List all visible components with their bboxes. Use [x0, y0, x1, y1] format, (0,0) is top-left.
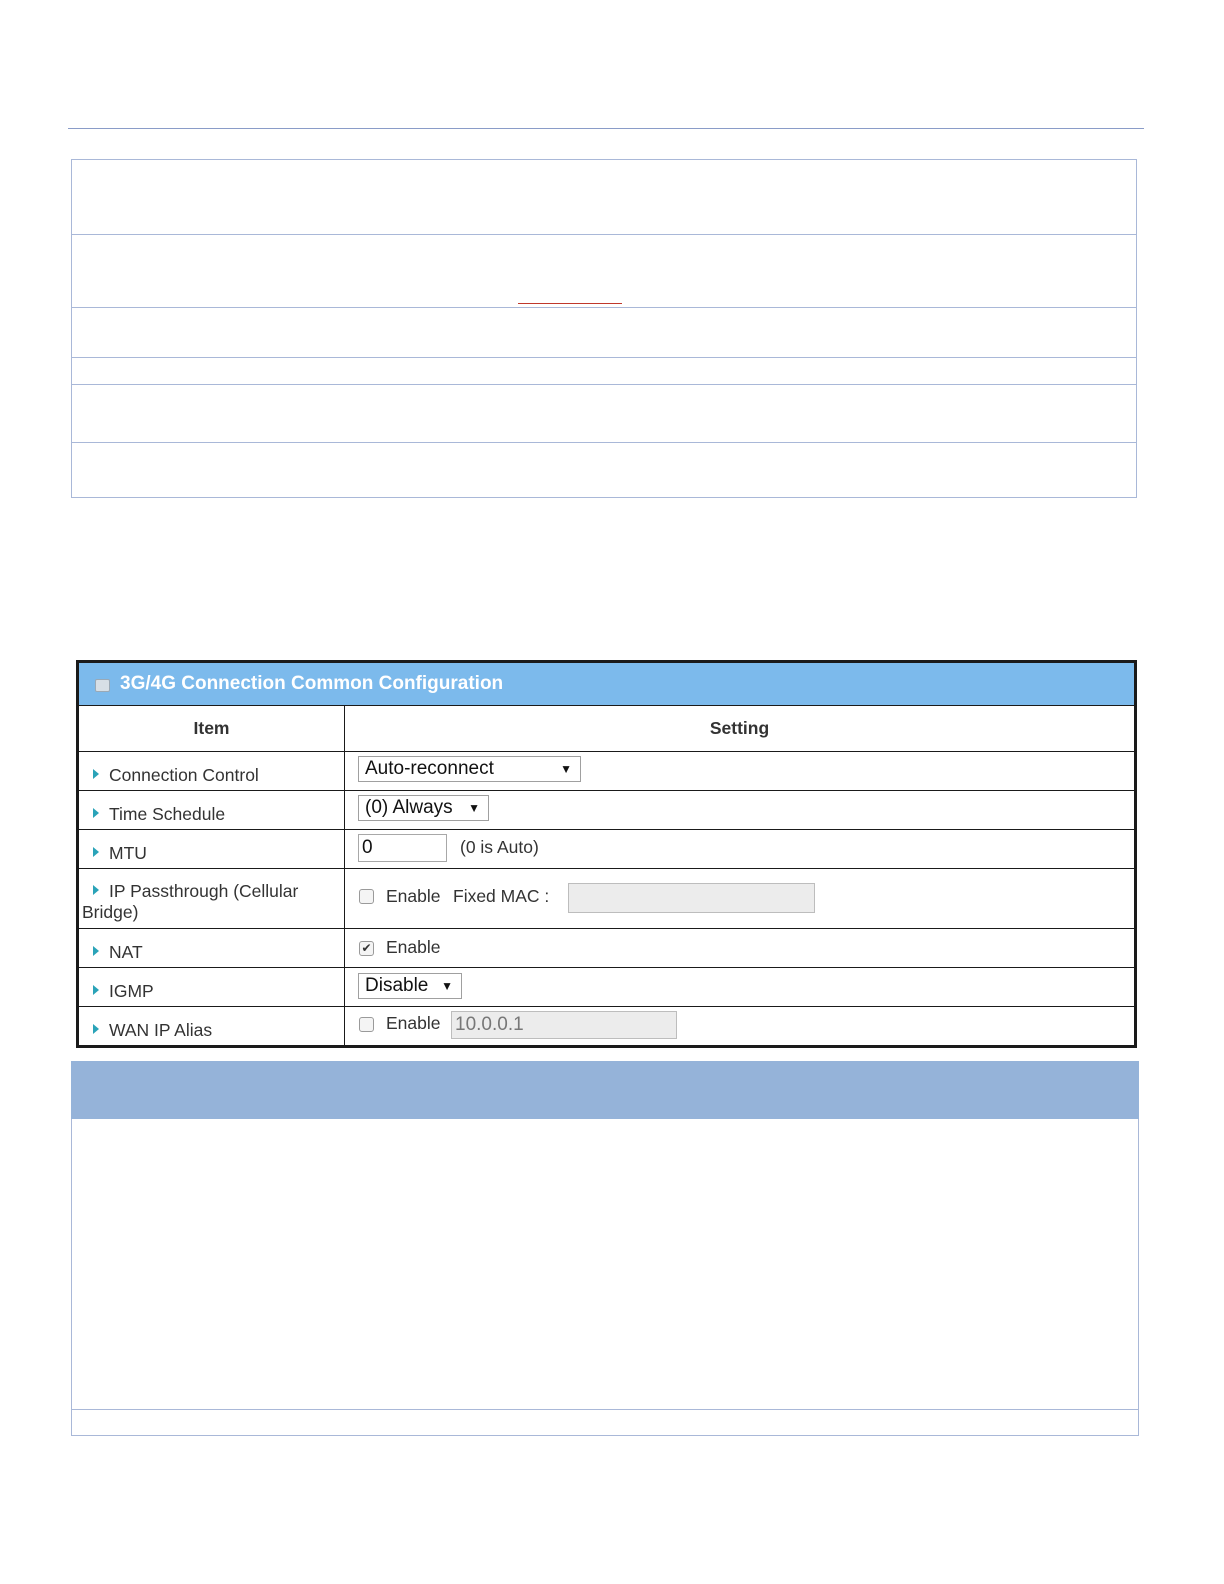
table-row-divider	[72, 307, 1136, 308]
row-label-cell	[79, 830, 345, 868]
table-row-divider	[72, 357, 1136, 358]
row-wan-ip-alias	[79, 1007, 1134, 1045]
bullet-arrow-icon	[93, 1024, 99, 1034]
table-row-divider	[72, 234, 1136, 235]
time-schedule-label: Time Schedule	[109, 804, 226, 824]
wan-ip-alias-label: WAN IP Alias	[109, 1020, 213, 1040]
column-header-setting: Setting	[709, 718, 770, 738]
row-setting-cell	[345, 830, 1134, 868]
row-setting-cell	[345, 929, 1134, 967]
ip-passthrough-label-line2: Bridge)	[82, 902, 139, 922]
table-row-divider	[72, 1409, 1138, 1410]
row-ip-passthrough	[79, 869, 1134, 929]
connection-control-value: Auto-reconnect	[365, 758, 494, 779]
link-underline	[518, 303, 622, 304]
row-setting-cell	[345, 869, 1134, 928]
panel-header	[79, 663, 1134, 706]
ip-passthrough-label-line1-wrap	[79, 881, 298, 901]
igmp-value: Disable	[365, 975, 429, 996]
row-label-cell	[79, 929, 345, 967]
bullet-arrow-icon	[93, 769, 99, 779]
row-label-cell	[79, 869, 345, 928]
row-connection-control	[79, 752, 1134, 791]
ip-passthrough-checkbox[interactable]	[359, 889, 374, 904]
table-header-row	[79, 706, 1134, 752]
blank-table-lower	[71, 1119, 1139, 1436]
row-time-schedule	[79, 791, 1134, 830]
nat-label: NAT	[109, 942, 143, 962]
mtu-hint: (0 is Auto)	[460, 837, 539, 857]
wan-ip-alias-input[interactable]: 10.0.0.1	[451, 1011, 677, 1039]
ip-passthrough-enable-label: Enable	[386, 886, 441, 906]
chevron-down-icon: ▼	[468, 801, 480, 815]
time-schedule-select[interactable]	[358, 795, 489, 821]
panel-title: 3G/4G Connection Common Configuration	[120, 673, 504, 694]
connection-control-select[interactable]	[358, 756, 581, 782]
row-setting-cell	[345, 752, 1134, 790]
row-mtu	[79, 830, 1134, 869]
fixed-mac-input[interactable]	[568, 883, 815, 913]
row-label-cell	[79, 752, 345, 790]
ip-passthrough-label-line1: IP Passthrough (Cellular	[109, 881, 299, 901]
connection-control-label: Connection Control	[109, 765, 259, 785]
row-setting-cell	[345, 791, 1134, 829]
igmp-select[interactable]	[358, 973, 462, 999]
connection-config-panel	[76, 660, 1137, 1048]
row-setting-cell	[345, 1007, 1134, 1045]
row-label-cell	[79, 968, 345, 1006]
row-nat	[79, 929, 1134, 968]
mtu-label: MTU	[109, 843, 147, 863]
blank-table-upper	[71, 159, 1137, 498]
column-header-item: Item	[79, 706, 345, 751]
chevron-down-icon: ▼	[441, 979, 453, 993]
time-schedule-value: (0) Always	[365, 797, 453, 818]
fixed-mac-label: Fixed MAC :	[453, 886, 550, 906]
bullet-arrow-icon	[93, 808, 99, 818]
bullet-arrow-icon	[93, 885, 99, 895]
mtu-input[interactable]: 0	[358, 834, 447, 862]
nat-checkbox[interactable]: ✔	[359, 941, 374, 956]
table-row-divider	[72, 442, 1136, 443]
section-header-bar	[71, 1061, 1139, 1119]
row-setting-cell	[345, 968, 1134, 1006]
bullet-arrow-icon	[93, 946, 99, 956]
wan-ip-alias-enable-label: Enable	[386, 1013, 441, 1033]
row-label-cell	[79, 1007, 345, 1045]
table-row-divider	[72, 384, 1136, 385]
panel-icon	[95, 679, 110, 692]
igmp-label: IGMP	[109, 981, 154, 1001]
wan-ip-alias-checkbox[interactable]	[359, 1017, 374, 1032]
chevron-down-icon: ▼	[560, 762, 572, 776]
top-divider	[68, 128, 1144, 129]
bullet-arrow-icon	[93, 985, 99, 995]
bullet-arrow-icon	[93, 847, 99, 857]
nat-enable-label: Enable	[386, 937, 441, 957]
row-igmp	[79, 968, 1134, 1007]
row-label-cell	[79, 791, 345, 829]
